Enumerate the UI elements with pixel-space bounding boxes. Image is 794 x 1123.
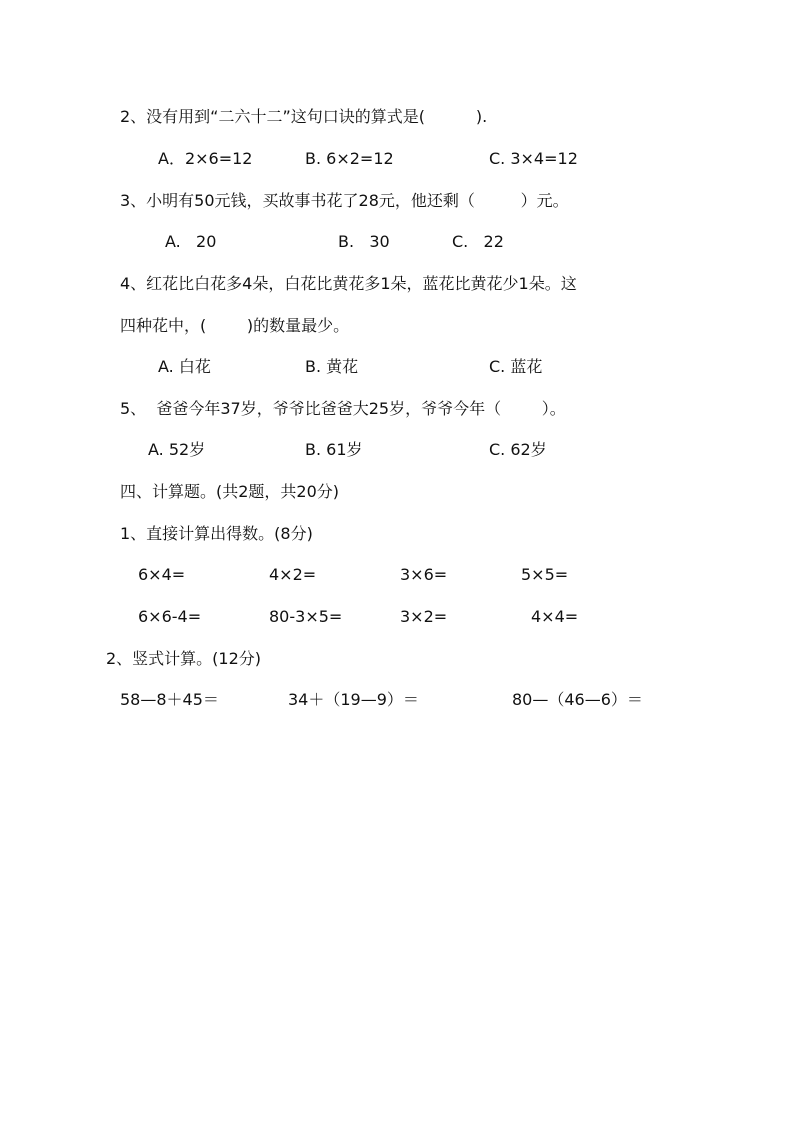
section-4-title: 四、计算题。(共2题，共20分) (120, 482, 340, 501)
question-2-stem: 2、没有用到“二六十二”这句口诀的算式是( ). (120, 107, 488, 126)
question-4-stem-line-1: 4、红花比白花多4朵，白花比黄花多1朵，蓝花比黄花少1朵。这 (120, 274, 577, 293)
section-4-sub-1-title: 1、直接计算出得数。(8分) (120, 524, 313, 543)
vertical-calc-item-1: 58—8＋45＝ (120, 690, 219, 709)
question-4-option-a: A. 白花 (158, 357, 211, 376)
calc-row-1-item-2: 4×2= (269, 565, 317, 584)
calc-row-1-item-3: 3×6= (400, 565, 448, 584)
calc-row-1-item-1: 6×4= (138, 565, 186, 584)
calc-row-1-item-4: 5×5= (521, 565, 569, 584)
question-3-option-b: B. 30 (338, 232, 390, 251)
vertical-calc-item-2: 34＋（19—9）＝ (288, 690, 419, 709)
question-3-option-c: C. 22 (452, 232, 504, 251)
question-5-option-b: B. 61岁 (305, 440, 363, 459)
question-2-option-c: C. 3×4=12 (489, 149, 578, 168)
question-5-option-c: C. 62岁 (489, 440, 547, 459)
vertical-calc-item-3: 80—（46—6）＝ (512, 690, 643, 709)
question-4-option-c: C. 蓝花 (489, 357, 543, 376)
question-3-stem: 3、小明有50元钱，买故事书花了28元，他还剩（ ）元。 (120, 191, 569, 210)
question-5-stem: 5、 爸爸今年37岁，爷爷比爸爸大25岁，爷爷今年（ ）。 (120, 399, 566, 418)
question-3-option-a: A. 20 (165, 232, 217, 251)
question-2-option-a: A．2×6=12 (158, 149, 253, 168)
question-2-option-b: B. 6×2=12 (305, 149, 394, 168)
calc-row-2-item-2: 80-3×5= (269, 607, 343, 626)
calc-row-2-item-1: 6×6-4= (138, 607, 202, 626)
question-4-stem-line-2: 四种花中，( )的数量最少。 (120, 316, 350, 335)
section-4-sub-2-title: 2、竖式计算。(12分) (106, 649, 262, 668)
question-4-option-b: B. 黄花 (305, 357, 359, 376)
question-5-option-a: A. 52岁 (148, 440, 206, 459)
calc-row-2-item-3: 3×2= (400, 607, 448, 626)
calc-row-2-item-4: 4×4= (531, 607, 579, 626)
